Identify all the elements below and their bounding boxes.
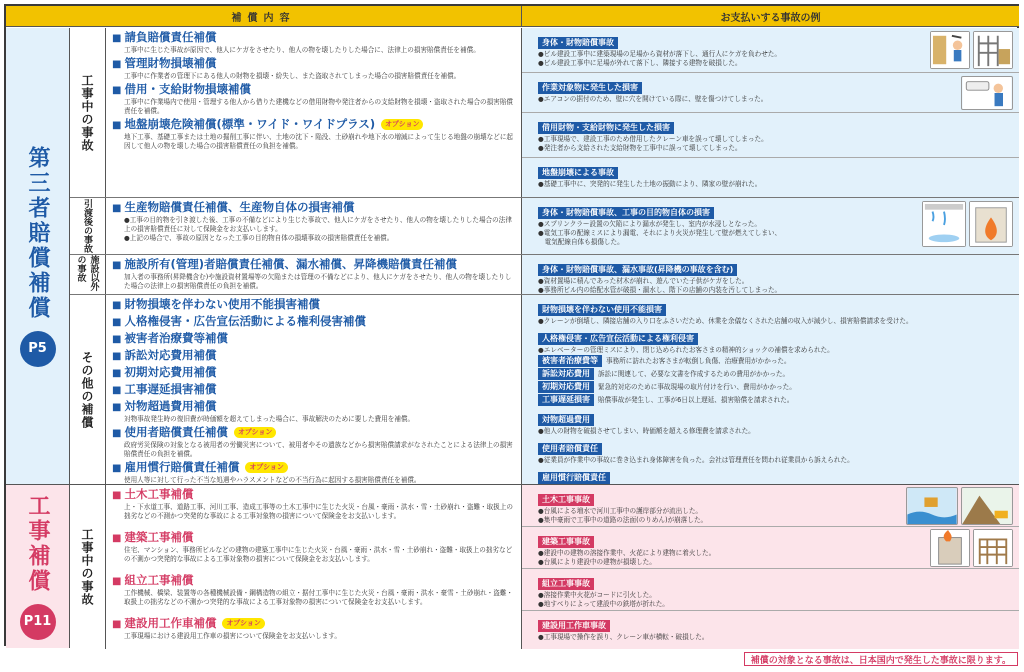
list-item: ■ 財物損壊を伴わない使用不能損害補償 (112, 297, 515, 313)
list-item: ■ 雇用慣行賠償責任補償 オプション 使用人等に対して行った不当な処遇やハラスメントなどの不当行為に起因する損害賠償責任を補償。 (112, 460, 515, 485)
sub-facility: 施設以外の事故 (75, 255, 99, 291)
example-block: 身体・財物賠償事故 ●ビル建設工事中に建築現場の足場から資材が落下し、通行人にケガを負わせた。 ●ビル建設工事中に足場が外れて落下し、隣接する建物を破損した。 (522, 28, 1019, 73)
header-coverage: 補償内容 (6, 6, 522, 27)
example-block: 身体・財物賠償事故、漏水事故(昇降機の事故を含む) ●資材置場に積んであった材木が崩れ、遊んでいた子供がケガをした。 ●事務所ビル内の給配水管が破損・漏水し、階下の店舗の内装を汚してしまった。 (538, 265, 782, 294)
option-badge: オプション (222, 618, 264, 629)
example-block: 訴訟対応費用 訴訟に関連して、必要な文書を作成するための費用がかかった。 (538, 368, 1015, 380)
option-badge: オプション (234, 427, 276, 438)
page-badge-p5[interactable]: P5 (20, 331, 56, 367)
list-item: ■ 訴訟対応費用補償 (112, 348, 515, 364)
list-item: ■ 施設所有(管理)者賠償責任補償、漏水補償、昇降機賠償責任補償 加入者の事務所(昇降機含む)や施設資材置場等の欠陥または管理の不備などにより、他人にケガをさせたり、他人の物を壊したりした場合の法律上の損害賠償責任の負担を補償。 (112, 257, 515, 291)
sub-during-construction: 工事中の事故 (80, 73, 94, 152)
row-facility-accident (70, 255, 1019, 295)
list-item: ■ 請負賠償責任補償 工事中に生じた事故が原因で、他人にケガをさせたり、他人の物を壊したりした場合に、法律上の損害賠償責任を補償。 (112, 30, 515, 55)
example-block: 土木工事事故 ●台風による増水で河川工事中の護岸部分が流出した。 ●集中豪雨で工事中の道路の法面(のりめん)が崩落した。 (522, 485, 1019, 527)
third-party-category (6, 28, 70, 484)
page-badge-p11[interactable]: P11 (20, 604, 56, 640)
example-block: 工事遅延損害 賠償事故が発生し、工事が6日以上遅延、損害賠償を請求された。 (538, 394, 1015, 406)
falling-material-illustration (930, 31, 970, 69)
coverage-table (4, 4, 1019, 646)
example-block: 雇用慣行賠償責任 (538, 465, 1015, 494)
list-item: ■ 地盤崩壊危険補償(標準・ワイド・ワイドプラス) オプション 地下工事、基礎工事または土地の掘削工事に伴い、土地の沈下・陥没、土砂崩れや地下水の増減によって生じる地盤の崩壊などに起因して他人の物を壊した場合の損害賠償責任の負担を補償。 (112, 117, 515, 151)
sub-after-delivery: 引渡後の事故 (82, 199, 92, 253)
example-block: 作業対象物に発生した損害 ●エアコンの据付のため、壁に穴を開けている際に、壁を傷つけてしまった。 (522, 73, 1019, 113)
sub-other: その他の補償 (80, 350, 94, 429)
option-badge: オプション (245, 462, 287, 473)
example-block: 借用財物・支給財物に発生した損害 ●工事現場で、建設工事のため借用したクレーン車を誤って壊してしまった。 ●発注者から支給された支給財物を工事中に誤って壊してしまった。 (522, 113, 1019, 158)
option-badge: オプション (381, 119, 423, 130)
list-item: ■ 借用・支給財物損壊補償 工事中に作業場内で使用・管理する他人から借りた建機などの借用財物や発注者からの支給財物を損壊・盗取された場合の損害賠償責任を補償。 (112, 82, 515, 116)
construction-section (6, 484, 1019, 648)
list-item: ■ 対物超過費用補償 対物事故発生時の復旧費が時価額を超えてしまった場合に、事故解決のために要した費用を補償。 (112, 399, 515, 424)
flood-illustration (906, 487, 958, 525)
list-item: ■ 被害者治療費等補償 (112, 331, 515, 347)
list-item: ■ 人格権侵害・広告宣伝活動による権利侵害補償 (112, 314, 515, 330)
third-party-section (6, 28, 1019, 484)
example-block: 財物損壊を伴わない使用不能損害 ●クレーンが倒壊し、隣接店舗の入り口をふさいだため、休業を余儀なくされた店舗の収入が減少し、損害賠償請求を受けた。 (538, 305, 913, 325)
third-party-title: 第三者賠償補償 (25, 145, 50, 321)
list-item: ■ 生産物賠償責任補償、生産物自体の損害補償 ●工事の目的物を引き渡した後、工事の不備などにより生じた事故で、他人にケガをさせたり、他人の物を壊したりした場合の法律上の損害賠償責任に対して保険金をお支払いします。 ●上記の場合で、事故の原因となった工事の目的物自体の損壊事故の損害賠償責任を補償。 (112, 200, 515, 243)
row-during-construction (70, 28, 1019, 198)
example-block: 身体・財物賠償事故、工事の目的物自体の損害 ●スプリンクラー設置の欠陥により漏水が発生し、室内が水浸しとなった。 ●電気工事の配線ミスにより漏電、それにより火災が発生して壁が燃えてしまい、 電気配線自体も損傷した。 (522, 198, 1019, 254)
example-block: 建設用工作車事故 ●工事現場で操作を誤り、クレーン車が横転・破損した。 (538, 621, 709, 641)
aircon-install-illustration (961, 76, 1013, 110)
list-item: ■ 建築工事補償 住宅、マンション、事務所ビルなどの建物の建築工事中に生じた火災・台風・豪雨・洪水・雪・土砂崩れ・盗難・取扱上の拙劣などの不測かつ突発的な事故による工事対象物の損害について保険金をお支払いします。 (112, 530, 515, 572)
construction-title: 工事補償 (25, 493, 50, 594)
fire-illustration (969, 201, 1013, 247)
row-other-coverage (70, 295, 1019, 484)
building-fire-illustration (930, 529, 970, 567)
row-after-delivery (70, 198, 1019, 255)
example-block: 使用者賠償責任 ●従業員が作業中の事故に巻き込まれ身体障害を負った。会社は管理責任を問われ従業員から訴えられた。 (538, 444, 854, 464)
construction-category (6, 485, 70, 648)
example-block: 初期対応費用 緊急的対応のために事故現場の取片付けを行い、費用がかかった。 (538, 381, 1015, 393)
list-item: ■ 建設用工作車補償 オプション 工事現場における建設用工作車の損害について保険金をお支払いします。 (112, 616, 515, 641)
example-block: 被害者治療費等 事務所に訪れたお客さまが転倒し負傷、治療費用がかかった。 (538, 355, 1015, 367)
example-block: 建築工事事故 ●建設中の建物の溶接作業中、火花により建物に着火した。 ●台風により建設中の建物が損壊した。 (522, 527, 1019, 569)
example-block: 対物超過費用 ●他人の財物を破損させてしまい、時価額を超える修理費を請求された。 (538, 415, 755, 435)
row-construction (70, 485, 1019, 649)
list-item: ■ 初期対応費用補償 (112, 365, 515, 381)
water-leak-illustration (922, 201, 966, 247)
sub-construction: 工事中の事故 (80, 528, 94, 606)
list-item: ■ 土木工事補償 上・下水道工事、道路工事、河川工事、造成工事等の土木工事中に生じた火災・台風・豪雨・洪水・雪・土砂崩れ・盗難・取扱上の拙劣などの不測かつ突発的な事故による工事対象物の損害について保険金をお支払いします。 (112, 487, 515, 529)
example-block: 組立工事事故 ●溶接作業中火花がコードに引火した。 ●地すべりによって建設中の鉄塔が折れた。 (522, 569, 1019, 611)
header-examples: お支払いする事故の例 (522, 6, 1019, 27)
example-block: 人格権侵害・広告宣伝活動による権利侵害 ●エレベーターの管理ミスにより、閉じ込められたお客さまの精神的ショックの補償を求められた。 (538, 334, 834, 354)
list-item: ■ 組立工事補償 工作機械、橋梁、装置等の各種機械設備・鋼構造物の組立・据付工事中に生じた火災・台風・豪雨・洪水・豪雪・土砂崩れ・盗難・取扱上の拙劣などの不測かつ突発的な事故による工事対象物の損害について保険金をお支払いします。 (112, 573, 515, 615)
landslide-illustration (961, 487, 1013, 525)
list-item: ■ 管理財物損壊補償 工事中に作業者の管理下にある他人の財物を損壊・紛失し、また盗取されてしまった場合の損害賠償責任を補償。 (112, 56, 515, 81)
scaffold-illustration (973, 31, 1013, 69)
storm-damage-illustration (973, 529, 1013, 567)
list-item: ■ 使用者賠償責任補償 オプション 政府労災保険の対象となる被用者の労働災害について、被用者やその遺族などから損害賠償請求がなされたことによる法律上の損害賠償責任の負担を補償。 (112, 425, 515, 459)
list-item: ■ 工事遅延損害補償 (112, 382, 515, 398)
example-block: 地盤崩壊による事故 ●基礎工事中に、突発的に発生した土地の振動により、隣家の壁が崩れた。 (538, 168, 762, 188)
footer-note: 補償の対象となる事故は、日本国内で発生した事故に限ります。 (744, 652, 1018, 666)
